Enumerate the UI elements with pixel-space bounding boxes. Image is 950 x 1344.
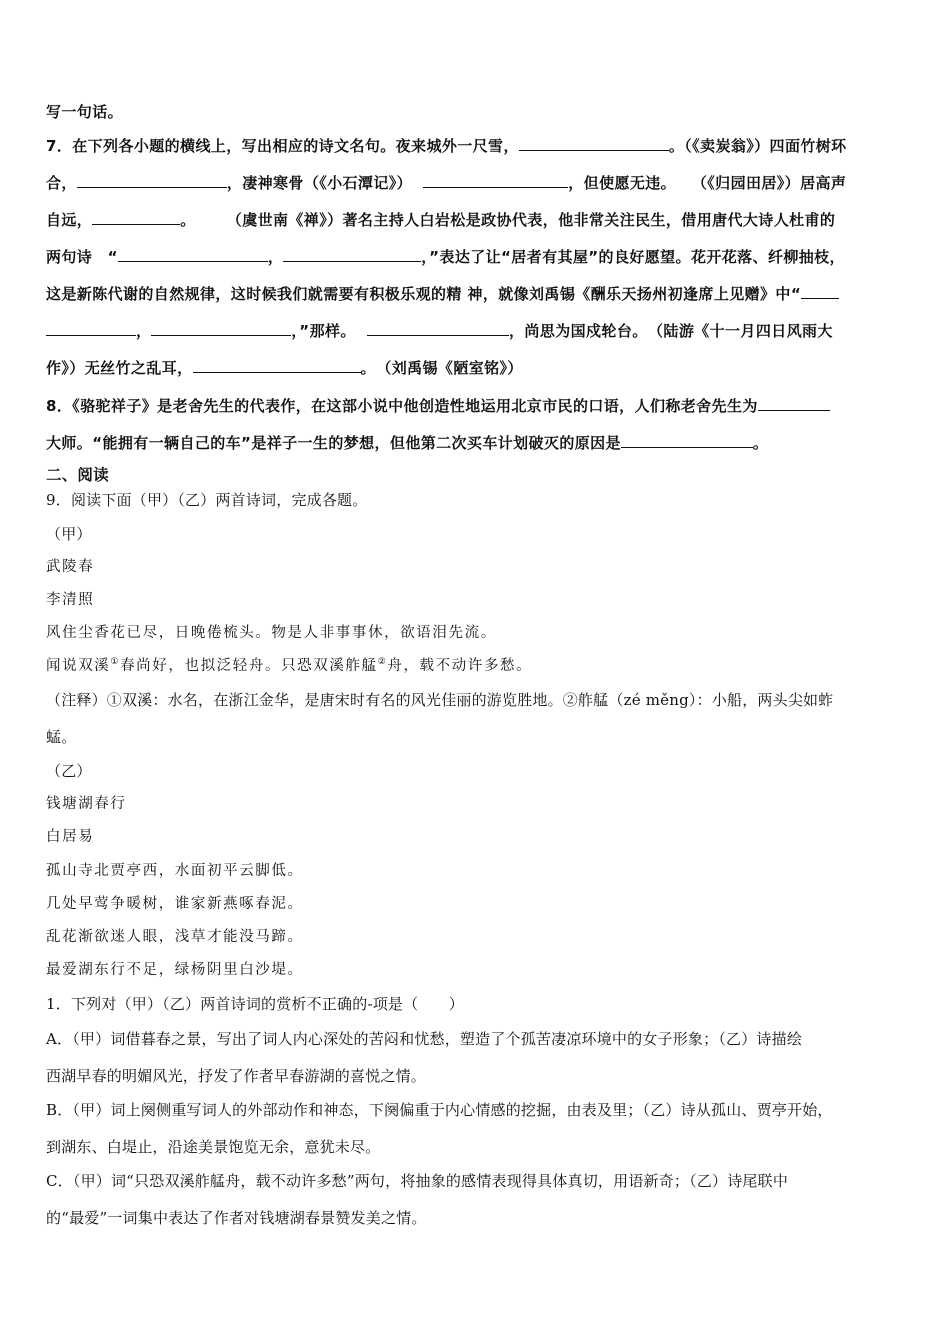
question-7-line-5: [46, 284, 839, 304]
text-fragment: 大师。“能拥有一辆自己的车”是祥子一生的梦想，但他第二次买车计划破灭的原因是: [46, 434, 621, 452]
annotation-line: [46, 727, 76, 747]
poem-b-line: [46, 960, 304, 980]
answer-blank[interactable]: [283, 247, 421, 262]
text-fragment: 蜢。: [46, 728, 77, 746]
question-7-line-6: [46, 321, 833, 341]
answer-blank[interactable]: [77, 173, 227, 188]
answer-blank[interactable]: [758, 396, 830, 411]
poem-a-title: [46, 557, 94, 577]
poem-b-line: [46, 927, 304, 947]
text-fragment: C．（甲）词“只恐双溪舴艋舟，载不动许多愁”两句，将抽象的感情表现得具体真切，用语新奇；（乙）诗尾联中: [46, 1172, 789, 1190]
option-c[interactable]: [46, 1171, 788, 1191]
question-8-line-1: [46, 396, 830, 416]
text-fragment: 这是新陈代谢的自然规律，这时候我们就需要有积极乐观的精 神，就像刘禹锡《酬乐天扬州初逢席上见赠》中“: [46, 285, 802, 303]
annotation-line: [46, 690, 833, 710]
text-fragment: ，: [136, 322, 152, 340]
poem-b-label: [46, 761, 92, 781]
poem-a-line: [46, 656, 532, 676]
text-fragment: 乱花渐欲迷人眼，浅草才能没马蹄。: [46, 929, 304, 945]
poem-b-title: [46, 794, 127, 814]
text-fragment: 武陵春: [46, 559, 95, 575]
text-fragment: 闻说双溪: [46, 658, 111, 674]
footnote-marker: ②: [377, 657, 388, 668]
text-fragment: 自远，: [46, 211, 93, 229]
sub-question-1: [46, 994, 464, 1014]
poem-a-line: [46, 623, 497, 643]
text-fragment: 春尚好，也拟泛轻舟。只恐双溪舴艋: [120, 658, 378, 674]
text-fragment: （乙）: [46, 762, 92, 780]
answer-blank[interactable]: [151, 321, 291, 336]
answer-blank[interactable]: [118, 247, 268, 262]
text-fragment: 最爱湖东行不足，绿杨阴里白沙堤。: [46, 962, 304, 978]
option-a[interactable]: [46, 1029, 802, 1049]
section-heading: [46, 465, 109, 485]
text-fragment: ，但使愿无违。 （《归园田居》）居高声: [568, 174, 847, 192]
text-fragment: 西湖早春的明媚风光，抒发了作者早春游湖的喜悦之情。: [46, 1067, 427, 1085]
answer-blank[interactable]: [92, 210, 180, 225]
text-fragment: ，: [267, 248, 284, 266]
text-fragment: ，尚思为国戍轮台。 （陆游《十一月四日风雨大: [509, 322, 833, 340]
text-fragment: 1．下列对（甲）（乙）两首诗词的赏析不正确的-项是（ ）: [46, 995, 464, 1013]
question-7-line-7: [46, 358, 523, 378]
text-fragment: 。: [752, 434, 769, 452]
text-fragment: 8．《骆驼祥子》是老舍先生的代表作，在这部小说中他创造性地运用北京市民的口语，人们称老舍先生为: [46, 397, 758, 415]
poem-a-label: [46, 524, 92, 544]
text-fragment: 的“最爱”一词集中表达了作者对钱塘湖春景赞发美之情。: [46, 1209, 427, 1227]
poem-a-author: [46, 590, 94, 610]
text-fragment: 几处早莺争暖树，谁家新燕啄春泥。: [46, 896, 304, 912]
option-c-continued: [46, 1208, 427, 1228]
answer-blank[interactable]: [519, 136, 669, 151]
question-9-intro: [46, 490, 367, 510]
text-fragment: 孤山寺北贾亭西，水面初平云脚低。: [46, 863, 304, 879]
text-fragment: 7．在下列各小题的横线上，写出相应的诗文名句。夜来城外一尺雪，: [46, 137, 519, 155]
text-fragment: 写一句话。: [46, 103, 124, 121]
question-7-line-1: [46, 136, 847, 156]
text-fragment: （甲）: [46, 525, 92, 543]
text-fragment: 。 （虞世南《禅》）著名主持人白岩松是政协代表，他非常关注民生，借用唐代大诗人杜甫的: [180, 211, 836, 229]
poem-b-line: [46, 861, 304, 881]
answer-blank[interactable]: [801, 284, 839, 299]
text-fragment: （注释）①双溪：水名，在浙江金华，是唐宋时有名的风光佳丽的游览胜地。②舴艋（zé měng）：小船，两头尖如蚱: [46, 691, 834, 709]
poem-b-line: [46, 894, 304, 914]
text-fragment: 白居易: [46, 829, 95, 845]
answer-blank[interactable]: [193, 358, 361, 373]
text-fragment: 作》）无丝竹之乱耳，: [46, 359, 193, 377]
text-fragment: ，凄神寒骨（《小石潭记》）: [226, 174, 413, 192]
answer-blank[interactable]: [367, 321, 509, 336]
text-fragment: 舟，载不动许多愁。: [387, 658, 533, 674]
question-8-line-2: [46, 433, 768, 453]
option-a-continued: [46, 1066, 426, 1086]
question-7-line-3: [46, 210, 835, 230]
text-fragment: 。（《卖炭翁》）四面竹树环: [668, 137, 847, 155]
text-fragment: 李清照: [46, 592, 95, 608]
text-fragment: A．（甲）词借暮春之景，写出了词人内心深处的苦闷和忧愁，塑造了个孤苦凄凉环境中的女子形象；（乙）诗描绘: [46, 1030, 803, 1048]
option-b[interactable]: [46, 1100, 833, 1120]
text-fragment: 两句诗 “: [46, 248, 118, 266]
text-fragment: 风住尘香花已尽，日晚倦梳头。物是人非事事休，欲语泪先流。: [46, 625, 497, 641]
text-fragment: 合，: [46, 174, 77, 192]
text-fragment: 9．阅读下面（甲）（乙）两首诗词，完成各题。: [46, 491, 368, 509]
question-7-line-4: [46, 247, 845, 267]
poem-b-author: [46, 827, 94, 847]
text-fragment: 钱塘湖春行: [46, 796, 127, 812]
footnote-marker: ①: [110, 657, 121, 668]
text-line: [46, 102, 123, 122]
option-b-continued: [46, 1137, 380, 1157]
answer-blank[interactable]: [46, 321, 136, 336]
question-7-line-2: [46, 173, 846, 193]
section-heading-text: 二、阅读: [46, 466, 109, 484]
text-fragment: ，”那样。: [291, 322, 356, 340]
text-fragment: 到湖东、白堤止，沿途美景饱览无余，意犹未尽。: [46, 1138, 381, 1156]
answer-blank[interactable]: [621, 433, 753, 448]
text-fragment: ，”表达了让“居者有其屋”的良好愿望。花开花落、纤柳抽枝，: [421, 248, 845, 266]
answer-blank[interactable]: [423, 173, 568, 188]
text-fragment: 。 （刘禹锡《陋室铭》）: [360, 359, 523, 377]
text-fragment: B．（甲）词上阕侧重写词人的外部动作和神态，下阕偏重于内心情感的挖掘，由表及里；（乙）诗从孤山、贾亭开始，: [46, 1101, 833, 1119]
